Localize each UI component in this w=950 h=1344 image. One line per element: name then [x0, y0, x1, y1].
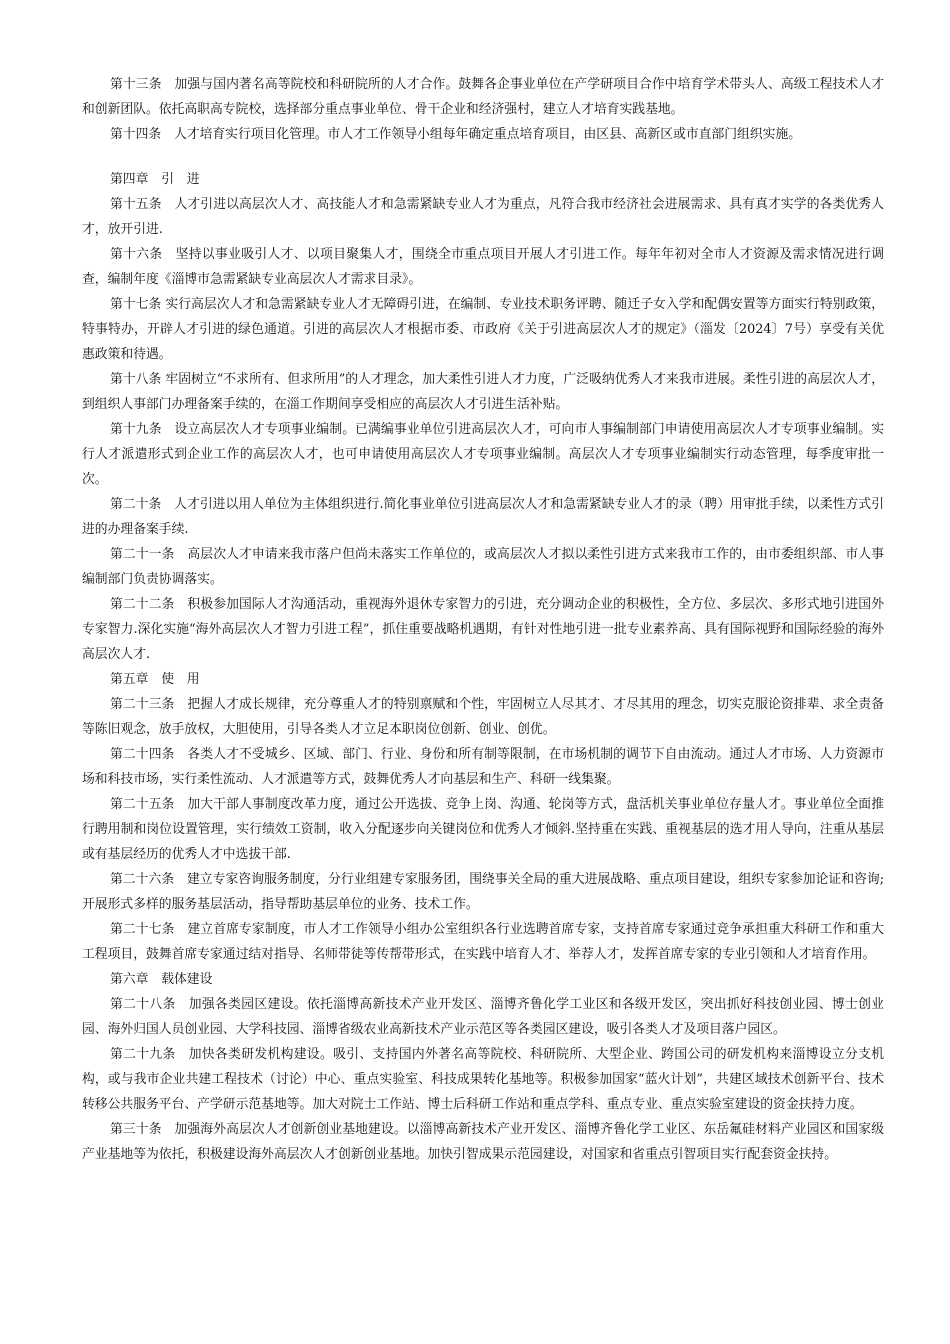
article-17: 第十七条 实行高层次人才和急需紧缺专业人才无障碍引进，在编制、专业技术职务评聘、随迁子女入学和配偶安置等方面实行特别政策，特事特办，开辟人才引进的绿色通道。引进的高层次人才根据市委、市政府《关于引进高层次人才的规定》（淄发〔2024〕7号）享受有关优惠政策和待遇。: [82, 297, 884, 362]
article-30: 第三十条 加强海外高层次人才创新创业基地建设。以淄博高新技术产业开发区、淄博齐鲁化学工业区、东岳氟硅材料产业园区和国家级产业基地等为依托，积极建设海外高层次人才创新创业基地。加快引智成果示范园建设，对国家和省重点引智项目实行配套资金扶持。: [82, 1122, 884, 1162]
article-24: 第二十四条 各类人才不受城乡、区域、部门、行业、身份和所有制等限制，在市场机制的调节下自由流动。通过人才市场、人力资源市场和科技市场，实行柔性流动、人才派遣等方式，鼓舞优秀人才向基层和生产、科研一线集聚。: [82, 747, 884, 787]
article-21: 第二十一条 高层次人才申请来我市落户但尚未落实工作单位的，或高层次人才拟以柔性引进方式来我市工作的，由市委组织部、市人事编制部门负责协调落实。: [82, 547, 884, 587]
article-29: 第二十九条 加快各类研发机构建设。吸引、支持国内外著名高等院校、科研院所、大型企业、跨国公司的研发机构来淄博设立分支机构，或与我市企业共建工程技术（讨论）中心、重点实验室、科技成果转化基地等。积极参加国家“蓝火计划”，共建区域技术创新平台、技术转移公共服务平台、产学研示范基地等。加大对院士工作站、博士后科研工作站和重点学科、重点专业、重点实验室建设的资金扶持力度。: [82, 1047, 884, 1112]
article-20: 第二十条 人才引进以用人单位为主体组织进行.简化事业单位引进高层次人才和急需紧缺专业人才的录（聘）用审批手续，以柔性方式引进的办理备案手续.: [82, 497, 884, 537]
article-16: 第十六条 坚持以事业吸引人才、以项目聚集人才，围绕全市重点项目开展人才引进工作。每年年初对全市人才资源及需求情况进行调查，编制年度《淄博市急需紧缺专业高层次人才需求目录》。: [82, 247, 884, 287]
article-23: 第二十三条 把握人才成长规律，充分尊重人才的特别禀赋和个性，牢固树立人尽其才、才尽其用的理念，切实克服论资排辈、求全责备等陈旧观念，放手放权，大胆使用，引导各类人才立足本职岗位创新、创业、创优。: [82, 697, 884, 737]
article-28: 第二十八条 加强各类园区建设。依托淄博高新技术产业开发区、淄博齐鲁化学工业区和各级开发区，突出抓好科技创业园、博士创业园、海外归国人员创业园、大学科技园、淄博省级农业高新技术产业示范区等各类园区建设，吸引各类人才及项目落户园区。: [82, 997, 884, 1037]
section-spacer: [82, 147, 884, 167]
article-26: 第二十六条 建立专家咨询服务制度，分行业组建专家服务团，围绕事关全局的重大进展战略、重点项目建设，组织专家参加论证和咨询;开展形式多样的服务基层活动，指导帮助基层单位的业务、技术工作。: [82, 872, 884, 912]
article-19: 第十九条 设立高层次人才专项事业编制。已满编事业单位引进高层次人才，可向市人事编制部门申请使用高层次人才专项事业编制。实行人才派遣形式到企业工作的高层次人才，也可申请使用高层次人才专项事业编制。高层次人才专项事业编制实行动态管理，每季度审批一次。: [82, 422, 884, 487]
chapter-6-heading: 第六章 载体建设: [110, 972, 213, 987]
article-27: 第二十七条 建立首席专家制度，市人才工作领导小组办公室组织各行业选聘首席专家，支持首席专家通过竞争承担重大科研工作和重大工程项目，鼓舞首席专家通过结对指导、名师带徒等传帮带形式，在实践中培育人才、举荐人才，发挥首席专家的专业引领和人才培育作用。: [82, 922, 884, 962]
article-13: 第十三条 加强与国内著名高等院校和科研院所的人才合作。鼓舞各企事业单位在产学研项目合作中培育学术带头人、高级工程技术人才和创新团队。依托高职高专院校，选择部分重点事业单位、骨干企业和经济强村，建立人才培育实践基地。: [82, 77, 884, 117]
article-15: 第十五条 人才引进以高层次人才、高技能人才和急需紧缺专业人才为重点，凡符合我市经济社会进展需求、具有真才实学的各类优秀人才，放开引进.: [82, 197, 884, 237]
article-25: 第二十五条 加大干部人事制度改革力度，通过公开选拔、竞争上岗、沟通、轮岗等方式，盘活机关事业单位存量人才。事业单位全面推行聘用制和岗位设置管理，实行绩效工资制，收入分配逐步向关键岗位和优秀人才倾斜.坚持重在实践、重视基层的选才用人导向，注重从基层或有基层经历的优秀人才中选拔干部.: [82, 797, 884, 862]
article-22: 第二十二条 积极参加国际人才沟通活动，重视海外退休专家智力的引进，充分调动企业的积极性，全方位、多层次、多形式地引进国外专家智力.深化实施“海外高层次人才智力引进工程”，抓住重要战略机遇期，有针对性地引进一批专业素养高、具有国际视野和国际经验的海外高层次人才.: [82, 597, 884, 662]
article-14: 第十四条 人才培育实行项目化管理。市人才工作领导小组每年确定重点培育项目，由区县、高新区或市直部门组织实施。: [110, 127, 802, 142]
chapter-4-heading: 第四章 引 进: [110, 172, 200, 187]
article-18: 第十八条 牢固树立“不求所有、但求所用”的人才理念，加大柔性引进人才力度，广泛吸纳优秀人才来我市进展。柔性引进的高层次人才，到组织人事部门办理备案手续的，在淄工作期间享受相应的高层次人才引进生活补贴。: [82, 372, 884, 412]
chapter-5-heading: 第五章 使 用: [110, 672, 200, 687]
